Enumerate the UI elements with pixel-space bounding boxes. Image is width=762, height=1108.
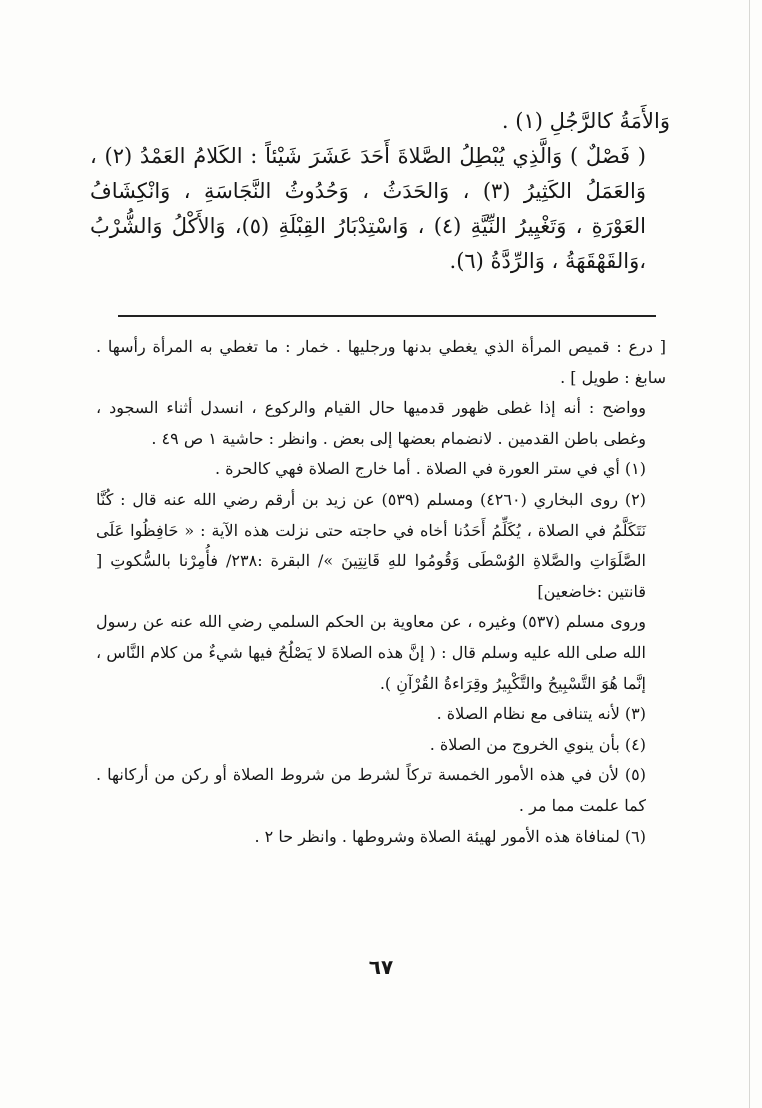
footnote-6: (٦) لمنافاة هذه الأمور لهيئة الصلاة وشروطها . وانظر حا ٢ . (254, 826, 646, 846)
main-paragraph: وَالأَمَةُ كالرَّجُلِ (١) . (501, 109, 670, 133)
footnote-glossary: [ درع : قميص المرأة الذي يغطي بدنها ورجليها . خمار : ما تغطي به المرأة رأسها . سابغ : طويل ] . (96, 337, 666, 387)
footnote-paragraph: وواضح : أنه إذا غطى ظهور قدميها حال القيام والركوع ، انسدل أثناء السجود ، وغطى باطن القدمين . لانضمام بعضها إلى بعض . وانظر : حاشية ١ ص ٤٩ . (96, 398, 646, 448)
footnote-1: (١) أي في ستر العورة في الصلاة . أما خارج الصلاة فهي كالحرة . (214, 459, 646, 479)
scan-edge (749, 0, 750, 1108)
footnote-5: (٥) لأن في هذه الأمور الخمسة تركاً لشرط من شروط الصلاة أو ركن من أركانها . كما علمت مما مر . (96, 765, 646, 815)
main-text (90, 104, 670, 279)
footnote-3: (٣) لأنه يتنافى مع نظام الصلاة . (436, 704, 646, 724)
page-number: ٦٧ (368, 955, 394, 979)
footnote-4: (٤) بأن ينوي الخروج من الصلاة . (429, 734, 646, 754)
footnotes (96, 332, 666, 852)
footnote-2: (٢) روى البخاري (٤٢٦٠) ومسلم (٥٣٩) عن زيد بن أرقم رضي الله عنه قال : كُنَّا نَتَكَلَّمُ في الصلاة ، يُكَلِّمُ أَحَدُنا أخاه في حاجته حتى نزلت هذه الآية : « حَافِظُوا عَلَى الصَّلَوَاتِ والصَّلاةِ الوُسْطَى وَقُومُوا للهِ قَانِتِينَ »/ البقرة :٢٣٨/ فأُمِرْنا بالسُّكوتِ [ قانتين :خاضعين] (96, 489, 647, 601)
main-paragraph: ( فَصْلٌ ) وَالَّذِي يُبْطِلُ الصَّلاةَ أَحَدَ عَشَرَ شَيْئاً : الكَلامُ العَمْدُ (٢) ، وَالعَمَلُ الكَثِيرُ (٣) ، وَالحَدَثُ ، وَحُدُوثُ النَّجَاسَةِ ، وَانْكِشَافُ العَوْرَةِ ، وَتَغْيِيرُ النِّيَّةِ (٤) ، وَاسْتِدْبَارُ القِبْلَةِ (٥)، وَالأَكْلُ وَالشُّرْبُ ،وَالقَهْقَهَةُ ، وَالرِّدَّةُ (٦). (90, 144, 647, 273)
footnote-2-continued: وروى مسلم (٥٣٧) وغيره ، عن معاوية بن الحكم السلمي رضي الله عنه عن رسول الله صلى الله عليه وسلم قال : ( إنَّ هذه الصلاةَ لا يَصْلُحُ فيها شيءٌ من كلام النَّاس ، إنَّما هُوَ التَّسْبِيحُ والتَّكْبِيرُ وقِرَاءةُ القُرْآنِ ). (96, 612, 646, 693)
footnote-divider (118, 315, 656, 317)
